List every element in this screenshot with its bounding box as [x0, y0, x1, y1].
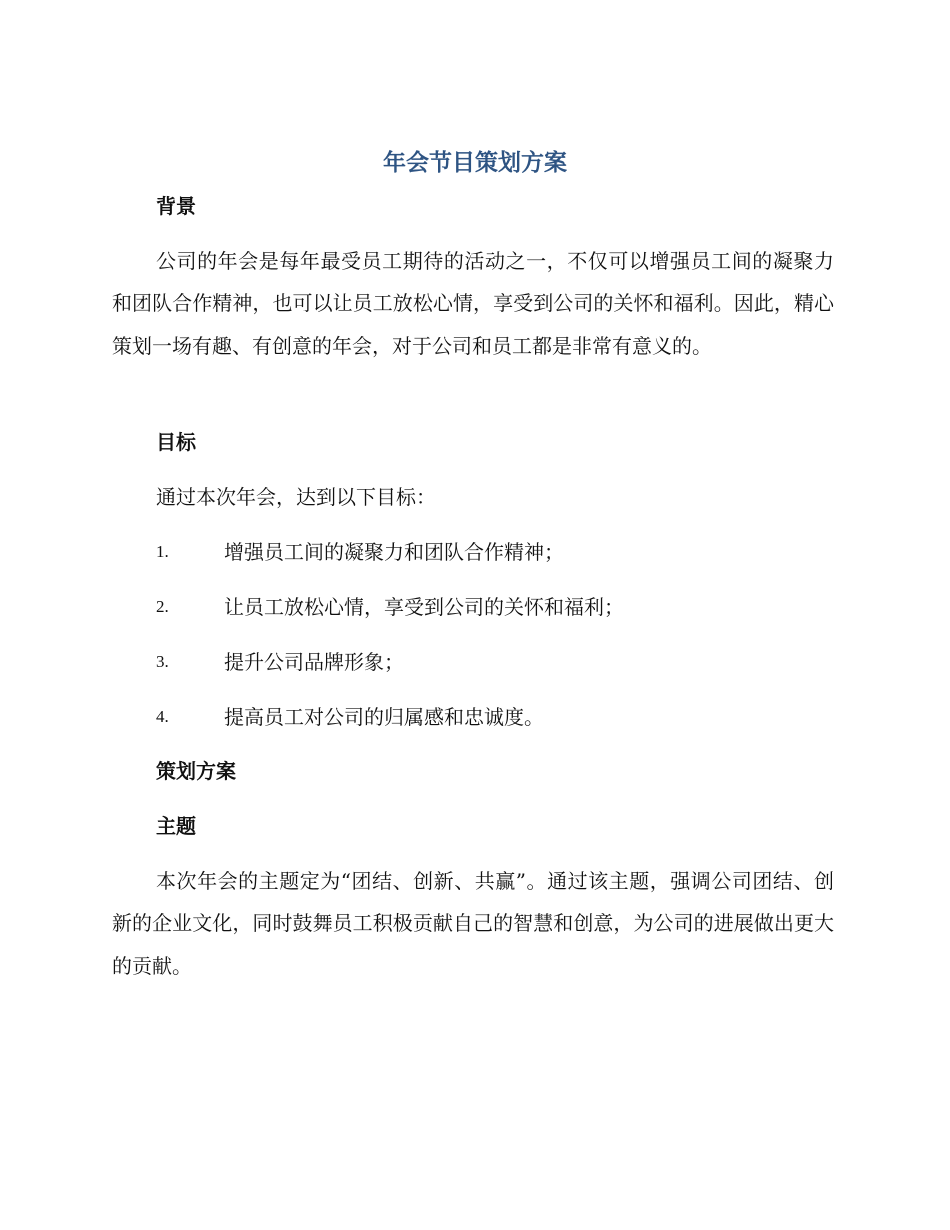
list-item-number: 4.: [156, 707, 169, 726]
heading-goals: 目标: [156, 430, 196, 454]
goals-intro: 通过本次年会，达到以下目标：: [156, 485, 436, 509]
background-paragraph: 公司的年会是每年最受员工期待的活动之一，不仅可以增强员工间的凝聚力和团队合作精神，也可以让员工放松心情，享受到公司的关怀和福利。因此，精心策划一场有趣、有创意的年会，对于公司和员工都是非常有意义的。: [112, 249, 834, 358]
heading-plan: 策划方案: [156, 759, 236, 783]
list-item-text: 增强员工间的凝聚力和团队合作精神；: [224, 540, 564, 564]
theme-paragraph: 本次年会的主题定为“团结、创新、共赢”。通过该主题，强调公司团结、创新的企业文化，同时鼓舞员工积极贡献自己的智慧和创意，为公司的进展做出更大的贡献。: [112, 869, 834, 978]
list-item-text: 提升公司品牌形象；: [224, 650, 404, 674]
list-item-text: 让员工放松心情，享受到公司的关怀和福利；: [224, 595, 624, 619]
heading-background: 背景: [156, 194, 196, 218]
list-item-text: 提高员工对公司的归属感和忠诚度。: [224, 705, 544, 729]
list-item-number: 3.: [156, 652, 169, 671]
heading-theme: 主题: [156, 814, 196, 838]
list-item-number: 1.: [156, 542, 169, 561]
document-title: 年会节目策划方案: [383, 150, 567, 176]
list-item-number: 2.: [156, 597, 169, 616]
